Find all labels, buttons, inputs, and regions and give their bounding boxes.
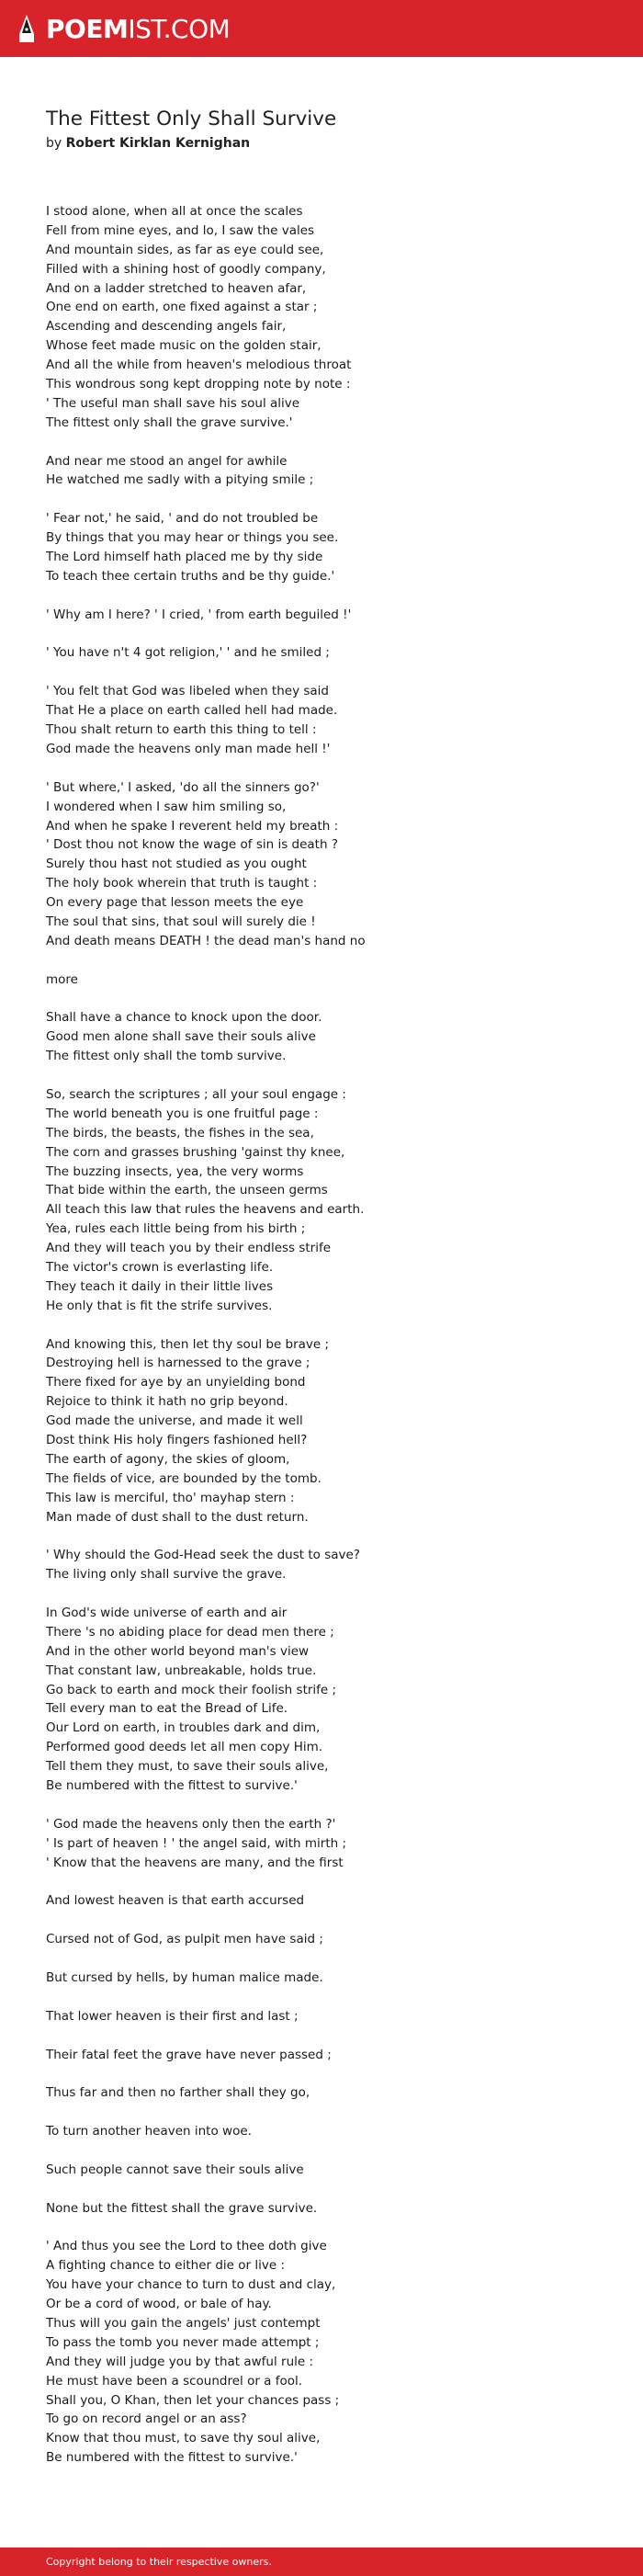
poem-line: Tell them they must, to save their souls alive,	[46, 1759, 329, 1775]
poem-line: This law is merciful, tho' mayhap stern :	[46, 1490, 295, 1505]
poem-line: Their fatal feet the grave have never passed ;	[46, 2047, 332, 2062]
poem-line: That constant law, unbreakable, holds true.	[46, 1662, 317, 1678]
poem-line: The fittest only shall the tomb survive.	[46, 1049, 287, 1064]
poem-line: Ascending and descending angels fair,	[46, 319, 287, 335]
poem-line: There 's no abiding place for dead men there ;	[46, 1624, 334, 1640]
copyright-text: Copyright belong to their respective owners.	[46, 2556, 272, 2568]
poem-line: That bide within the earth, the unseen germs	[46, 1183, 328, 1198]
poem-body	[46, 202, 615, 2468]
poem-line	[46, 2064, 615, 2083]
logo-bold-part: POEM	[46, 13, 129, 44]
poem-line: Go back to earth and mock their foolish strife ;	[46, 1682, 337, 1697]
poem-line	[46, 1584, 615, 1604]
poem-line: And mountain sides, as far as eye could see,	[46, 242, 324, 257]
poem-line: And knowing this, then let thy soul be brave ;	[46, 1336, 330, 1352]
poem-line: And on a ladder stretched to heaven afar,	[46, 280, 307, 296]
site-header	[0, 0, 643, 57]
poem-line: Be numbered with the fittest to survive.'	[46, 1778, 298, 1794]
poem-line: Filled with a shining host of goodly company,	[46, 261, 326, 277]
poem-line: And lowest heaven is that earth accursed	[46, 1893, 305, 1909]
poem-line: Shall have a chance to knock upon the door.	[46, 1010, 322, 1026]
poem-line: ' Is part of heaven ! ' the angel said, with mirth ;	[46, 1835, 347, 1851]
poem-line	[46, 1911, 615, 1930]
poem-line: The buzzing insects, yea, the very worms	[46, 1163, 304, 1179]
poem-line	[46, 1526, 615, 1546]
site-logo[interactable]	[46, 14, 230, 44]
poem-line: Destroying hell is harnessed to the grave ;	[46, 1356, 310, 1371]
poem-line: They teach it daily in their little lives	[46, 1278, 274, 1294]
poem-line: To pass the tomb you never made attempt ;	[46, 2334, 320, 2350]
poem-line: That lower heaven is their first and last ;	[46, 2008, 299, 2024]
pen-nib-icon[interactable]	[18, 14, 35, 43]
poem-line	[46, 1066, 615, 1085]
poem-line	[46, 586, 615, 606]
poem-line: He only that is fit the strife survives.	[46, 1298, 273, 1313]
poem-line: more	[46, 971, 78, 987]
poem-line	[46, 1796, 615, 1815]
logo-light-part: IST.COM	[128, 13, 231, 44]
site-footer	[0, 2548, 643, 2576]
poem-line: Performed good deeds let all men copy Him.	[46, 1740, 323, 1755]
poem-line	[46, 2026, 615, 2046]
poem-line	[46, 1949, 615, 1969]
poem-line: Good men alone shall save their souls alive	[46, 1029, 316, 1045]
poem-line: ' And thus you see the Lord to thee doth give	[46, 2239, 327, 2254]
poem-line: God made the heavens only man made hell !'	[46, 741, 331, 756]
poem-line: To go on record angel or an ass?	[46, 2411, 247, 2427]
poem-line: He must have been a scoundrel or a fool.	[46, 2373, 303, 2389]
poem-line	[46, 2180, 615, 2199]
poem-line: God made the universe, and made it well	[46, 1413, 303, 1429]
poem-line: To turn another heaven into woe.	[46, 2124, 252, 2139]
poem-line: Surely thou hast not studied as you ought	[46, 857, 307, 872]
poem-line: The victor's crown is everlasting life.	[46, 1259, 274, 1275]
poem-line: ' Know that the heavens are many, and the first	[46, 1855, 344, 1870]
poem-line: The corn and grasses brushing 'gainst thy knee,	[46, 1144, 345, 1160]
poem-line: The holy book wherein that truth is taught :	[46, 876, 318, 891]
poem-line	[46, 951, 615, 970]
poem-line: Shall you, O Khan, then let your chances pass ;	[46, 2392, 340, 2408]
poem-line	[46, 2219, 615, 2238]
poem-line	[46, 625, 615, 644]
poem-line: ' Why should the God-Head seek the dust to save?	[46, 1548, 360, 1563]
poem-line: ' Why am I here? ' I cried, ' from earth beguiled !'	[46, 607, 352, 622]
poem-line: The birds, the beasts, the fishes in the sea,	[46, 1125, 314, 1140]
poem-line: That He a place on earth called hell had made.	[46, 703, 338, 719]
poem-line: Be numbered with the fittest to survive.'	[46, 2450, 298, 2466]
poem-line: Thou shalt return to earth this thing to tell :	[46, 722, 317, 738]
poem-line: So, search the scriptures ; all your soul engage :	[46, 1086, 346, 1102]
poem-line: You have your chance to turn to dust and clay,	[46, 2277, 336, 2293]
poem-line	[46, 990, 615, 1009]
poem-line: None but the fittest shall the grave survive.	[46, 2200, 318, 2216]
poem-line	[46, 1872, 615, 1891]
poem-line: All teach this law that rules the heavens and earth.	[46, 1202, 365, 1218]
poem-line: Know that thou must, to save thy soul alive,	[46, 2431, 321, 2446]
poem-line	[46, 663, 615, 682]
poem-line: ' Dost thou not know the wage of sin is death ?	[46, 837, 338, 853]
poem-line: Fell from mine eyes, and lo, I saw the vales	[46, 222, 315, 238]
poem-line: Such people cannot save their souls alive	[46, 2162, 304, 2177]
poem-title: The Fittest Only Shall Survive	[46, 108, 337, 131]
poem-line	[46, 2141, 615, 2161]
poem-line: Dost think His holy fingers fashioned hell?	[46, 1433, 308, 1447]
poem-line: On every page that lesson meets the eye	[46, 895, 304, 911]
poem-line: Cursed not of God, as pulpit men have said ;	[46, 1932, 323, 1947]
poem-line: ' You felt that God was libeled when they said	[46, 684, 329, 699]
byline-prefix: by	[46, 136, 62, 151]
poem-line: The living only shall survive the grave.	[46, 1567, 287, 1583]
byline	[46, 136, 250, 151]
poem-line	[46, 1316, 615, 1335]
poem-line: One end on earth, one fixed against a star ;	[46, 300, 318, 315]
poem-line: ' God made the heavens only then the earth ?'	[46, 1816, 336, 1832]
poem-line: The Lord himself hath placed me by thy side	[46, 550, 323, 565]
poem-line: A fighting chance to either die or live :	[46, 2258, 285, 2274]
poem-line: ' The useful man shall save his soul alive	[46, 395, 300, 411]
poem-line: The world beneath you is one fruitful page :	[46, 1106, 319, 1121]
poem-line: I stood alone, when all at once the scales	[46, 204, 303, 219]
poem-line	[46, 1988, 615, 2007]
poem-line: To teach thee certain truths and be thy guide.'	[46, 568, 335, 584]
author-name[interactable]: Robert Kirklan Kernighan	[65, 136, 251, 151]
poem-line: Rejoice to think it hath no grip beyond.	[46, 1394, 288, 1410]
poem-line: The fittest only shall the grave survive.'	[46, 414, 293, 430]
poem-line: Whose feet made music on the golden stair,	[46, 338, 322, 354]
poem-line: ' Fear not,' he said, ' and do not troubled be	[46, 511, 319, 527]
poem-line: And when he spake I reverent held my breath :	[46, 818, 339, 834]
poem-line: And near me stood an angel for awhile	[46, 453, 288, 469]
poem-line: The earth of agony, the skies of gloom,	[46, 1451, 290, 1467]
poem-line: And they will judge you by that awful rule :	[46, 2354, 314, 2369]
poem-line: The soul that sins, that soul will surely die !	[46, 914, 316, 929]
poem-line: Thus will you gain the angels' just contempt	[46, 2315, 321, 2331]
poem-line: Man made of dust shall to the dust return.	[46, 1509, 309, 1525]
poem-line: By things that you may hear or things you see.	[46, 530, 339, 546]
poem-line: Yea, rules each little being from his birth ;	[46, 1221, 306, 1237]
poem-line	[46, 490, 615, 509]
poem-line: And they will teach you by their endless strife	[46, 1241, 332, 1256]
poem-line: ' But where,' I asked, 'do all the sinners go?'	[46, 779, 320, 795]
poem-line: The fields of vice, are bounded by the tomb.	[46, 1470, 322, 1486]
poem-line: I wondered when I saw him smiling so,	[46, 799, 287, 814]
poem-line: This wondrous song kept dropping note by note :	[46, 377, 351, 392]
poem-line	[46, 759, 615, 778]
poem-line: Tell every man to eat the Bread of Life.	[46, 1701, 288, 1717]
poem-line: There fixed for aye by an unyielding bond	[46, 1375, 306, 1390]
poem-line: ' You have n't 4 got religion,' ' and he smiled ;	[46, 645, 330, 661]
poem-line: But cursed by hells, by human malice made.	[46, 1969, 323, 1985]
poem-line: And death means DEATH ! the dead man's hand no	[46, 933, 366, 948]
poem-line: And all the while from heaven's melodious throat	[46, 357, 352, 373]
poem-line	[46, 2103, 615, 2122]
poem-line: He watched me sadly with a pitying smile ;	[46, 472, 314, 488]
poem-line: Thus far and then no farther shall they go,	[46, 2085, 310, 2101]
poem-line	[46, 433, 615, 452]
poem-line: Our Lord on earth, in troubles dark and dim,	[46, 1720, 321, 1736]
poem-line: Or be a cord of wood, or bale of hay.	[46, 2297, 272, 2312]
poem-line: In God's wide universe of earth and air	[46, 1606, 288, 1621]
poem-line: And in the other world beyond man's view	[46, 1643, 310, 1659]
